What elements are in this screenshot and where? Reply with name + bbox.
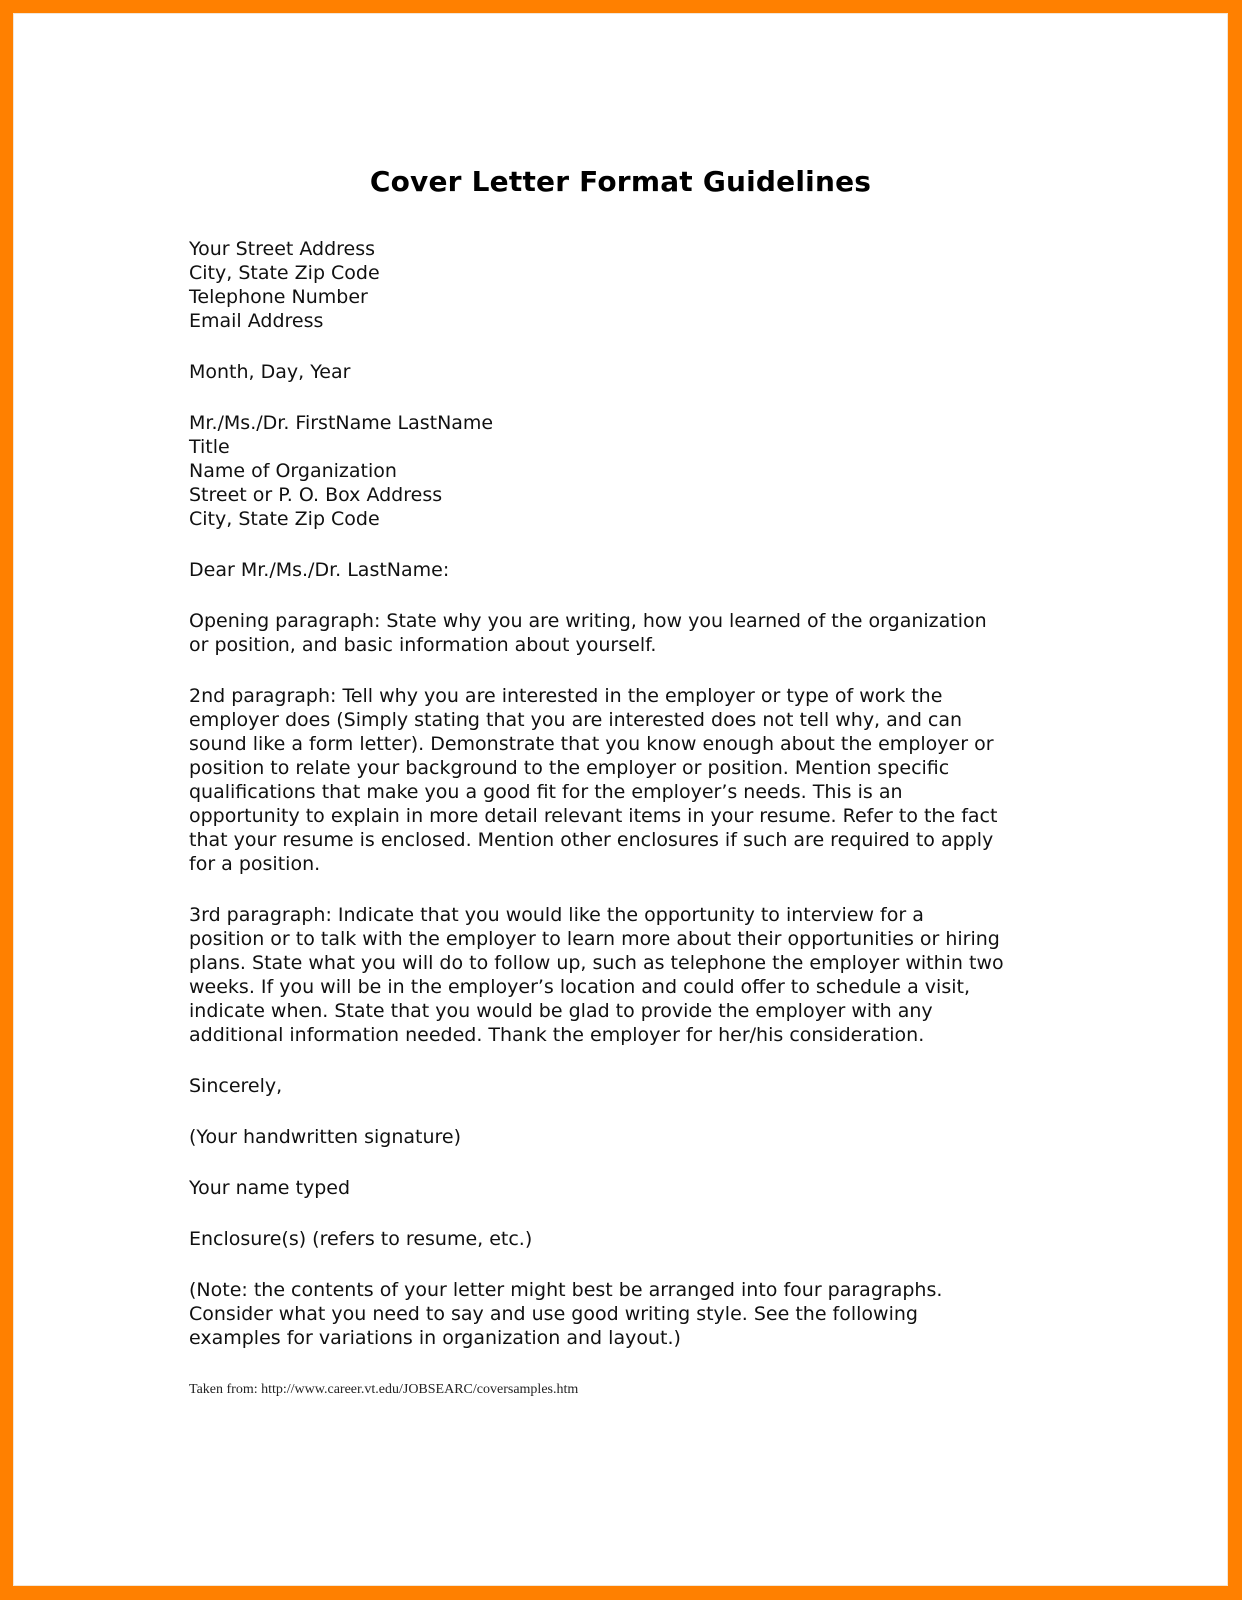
note-line: Consider what you need to say and use good writing style. See the following (189, 1303, 918, 1325)
sender-street: Your Street Address (189, 238, 376, 260)
recipient-city: City, State Zip Code (189, 508, 380, 530)
note-line: examples for variations in organization and layout.) (189, 1327, 681, 1349)
recipient-street: Street or P. O. Box Address (189, 484, 443, 506)
letter-date (189, 360, 1059, 384)
note (189, 1278, 1059, 1350)
closing (189, 1074, 1059, 1098)
note-line: (Note: the contents of your letter might best be arranged into four paragraphs. (189, 1279, 943, 1301)
sender-city: City, State Zip Code (189, 262, 380, 284)
paragraph-line: plans. State what you will do to follow up, such as telephone the employer within two (189, 952, 1004, 974)
paragraph-line: indicate when. State that you would be glad to provide the employer with any (189, 1000, 933, 1022)
opening-paragraph (189, 609, 1059, 657)
signature (189, 1125, 1059, 1149)
sender-address (189, 237, 1059, 333)
signature-text: (Your handwritten signature) (189, 1126, 462, 1148)
paragraph-line: employer does (Simply stating that you are interested does not tell why, and can (189, 709, 963, 731)
paragraph-line: 2nd paragraph: Tell why you are interested in the employer or type of work the (189, 685, 943, 707)
enclosures (189, 1227, 1059, 1251)
paragraph-line: or position, and basic information about yourself. (189, 634, 657, 656)
paragraph-line: additional information needed. Thank the employer for her/his consideration. (189, 1024, 925, 1046)
paragraph-line: opportunity to explain in more detail relevant items in your resume. Refer to the fact (189, 805, 998, 827)
paragraph-line: Opening paragraph: State why you are writing, how you learned of the organization (189, 610, 987, 632)
paragraph-line: 3rd paragraph: Indicate that you would like the opportunity to interview for a (189, 904, 924, 926)
sender-email: Email Address (189, 310, 324, 332)
paragraph-line: for a position. (189, 853, 321, 875)
sender-phone: Telephone Number (189, 286, 368, 308)
salutation (189, 558, 1059, 582)
typed-name-text: Your name typed (189, 1177, 351, 1199)
document-title: Cover Letter Format Guidelines (369, 165, 872, 198)
recipient-organization: Name of Organization (189, 460, 397, 482)
paragraph-line: sound like a form letter). Demonstrate that you know enough about the employer or (189, 733, 994, 755)
second-paragraph (189, 684, 1059, 876)
paragraph-line: weeks. If you will be in the employer’s location and could offer to schedule a visit, (189, 976, 970, 998)
document-page (13, 13, 1228, 1586)
closing-text: Sincerely, (189, 1075, 283, 1097)
paragraph-line: that your resume is enclosed. Mention other enclosures if such are required to apply (189, 829, 994, 851)
paragraph-line: position to relate your background to the employer or position. Mention specific (189, 757, 950, 779)
paragraph-line: qualifications that make you a good fit for the employer’s needs. This is an (189, 781, 903, 803)
letter-body (189, 237, 1059, 1377)
enclosures-text: Enclosure(s) (refers to resume, etc.) (189, 1228, 533, 1250)
recipient-address (189, 411, 1059, 531)
recipient-name: Mr./Ms./Dr. FirstName LastName (189, 412, 494, 434)
date-text: Month, Day, Year (189, 361, 351, 383)
typed-name (189, 1176, 1059, 1200)
paragraph-line: position or to talk with the employer to learn more about their opportunities or hiring (189, 928, 1000, 950)
source-citation: Taken from: http://www.career.vt.edu/JOBSEARC/coversamples.htm (189, 1382, 579, 1397)
third-paragraph (189, 903, 1059, 1047)
recipient-title: Title (189, 436, 230, 458)
salutation-text: Dear Mr./Ms./Dr. LastName: (189, 559, 450, 581)
